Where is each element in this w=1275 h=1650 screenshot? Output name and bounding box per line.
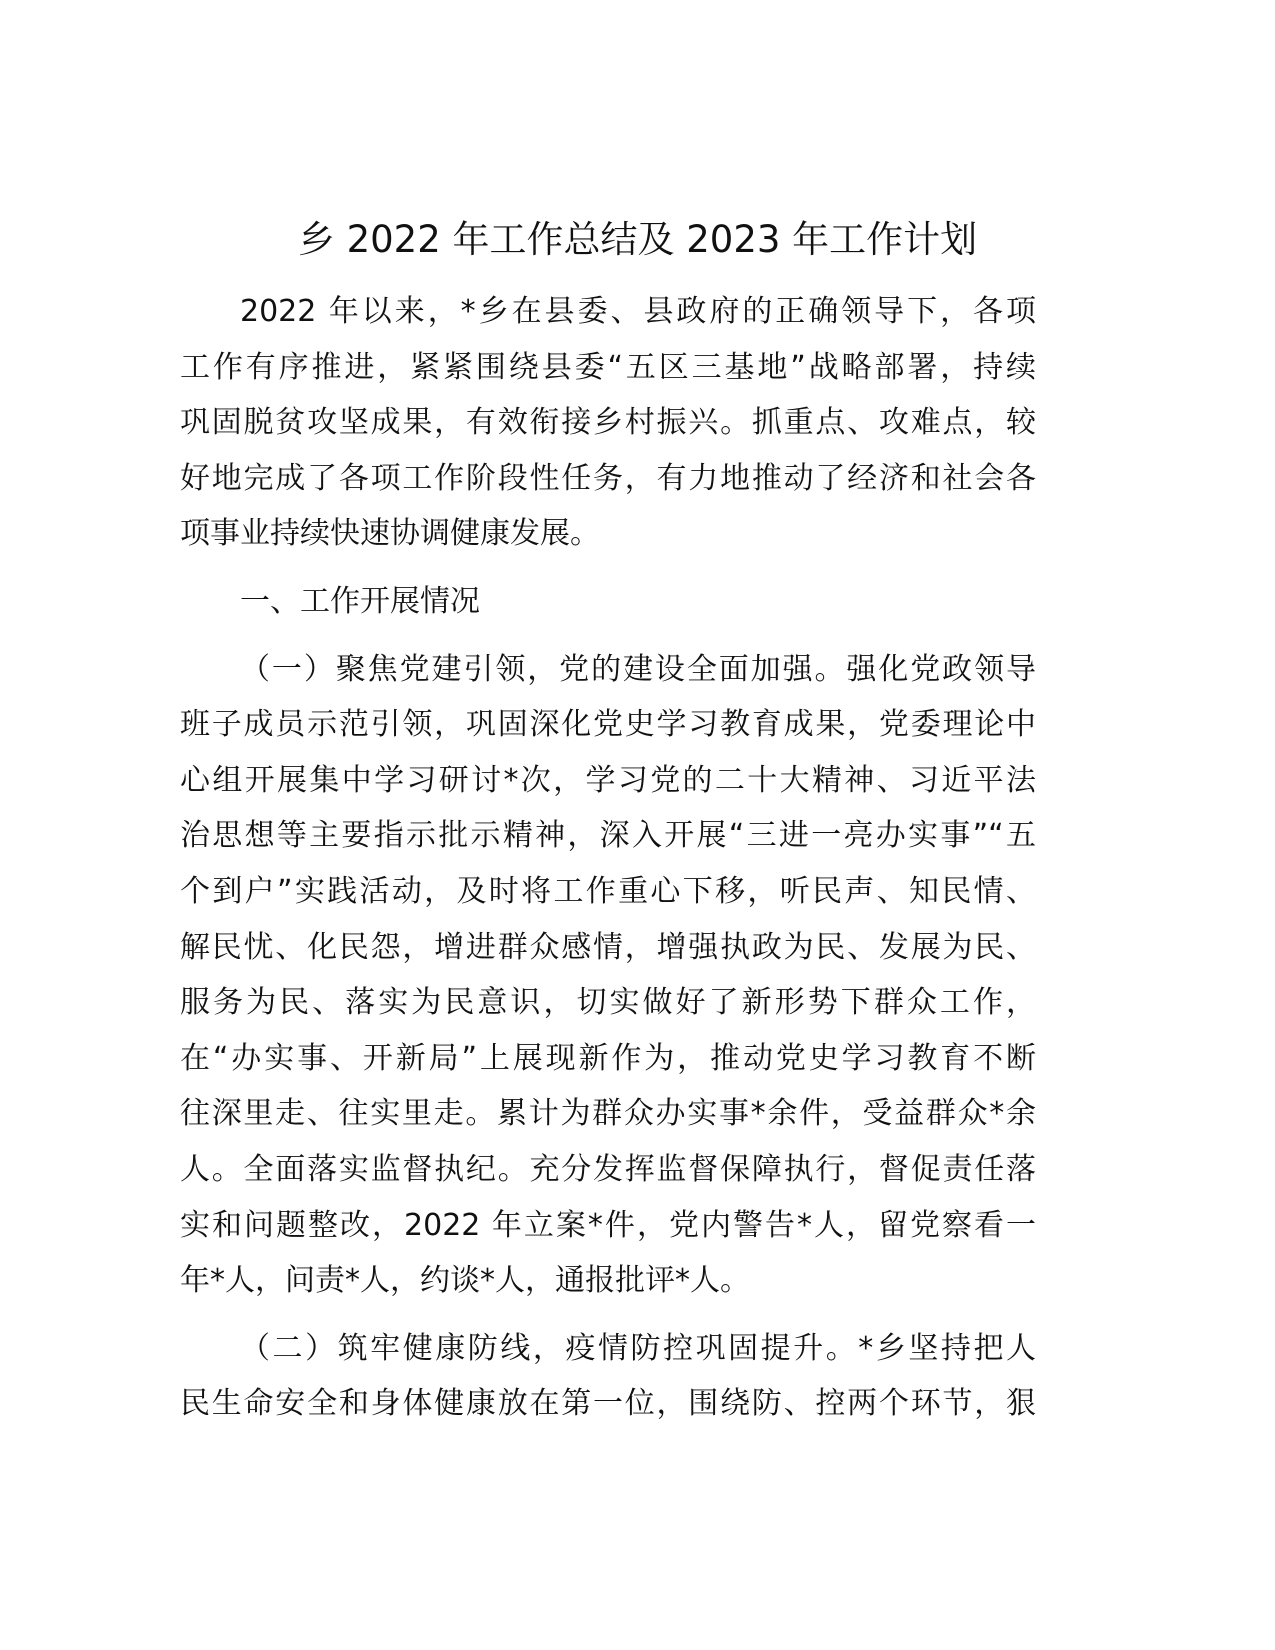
- text-line: 治思想等主要指示批示精神，深入开展“三进一亮办实事”“五: [180, 818, 1036, 854]
- paragraph-spacer: [180, 1309, 1036, 1321]
- text-line: 人。全面落实监督执纪。充分发挥监督保障执行，督促责任落: [180, 1151, 1036, 1187]
- section-heading-1: [180, 574, 1036, 630]
- subsection-1-paragraph: [180, 642, 1036, 1309]
- subsection-2-paragraph: [180, 1321, 1036, 1432]
- text-line: 班子成员示范引领，巩固深化党史学习教育成果，党委理论中: [180, 707, 1036, 743]
- text-line: 年*人，问责*人，约谈*人，通报批评*人。: [180, 1263, 750, 1299]
- paragraph-spacer: [180, 562, 1036, 574]
- text-line: 在“办实事、开新局”上展现新作为，推动党史学习教育不断: [180, 1040, 1036, 1076]
- text-line: 民生命安全和身体健康放在第一位，围绕防、控两个环节，狠: [180, 1386, 1036, 1422]
- text-line: 实和问题整改，2022 年立案*件，党内警告*人，留党察看一: [180, 1207, 1036, 1243]
- document-body: [180, 284, 1036, 1432]
- text-line: 工作有序推进，紧紧围绕县委“五区三基地”战略部署，持续: [180, 349, 1036, 385]
- paragraph-spacer: [180, 630, 1036, 642]
- text-line: 好地完成了各项工作阶段性任务，有力地推动了经济和社会各: [180, 460, 1036, 496]
- section-heading-text: 一、工作开展情况: [240, 583, 480, 619]
- text-line: 往深里走、往实里走。累计为群众办实事*余件，受益群众*余: [180, 1096, 1036, 1132]
- text-line: 项事业持续快速协调健康发展。: [180, 516, 600, 552]
- text-line: 巩固脱贫攻坚成果，有效衔接乡村振兴。抓重点、攻难点，较: [180, 405, 1036, 441]
- text-line: 心组开展集中学习研讨*次，学习党的二十大精神、习近平法: [180, 762, 1036, 798]
- text-line: （二）筑牢健康防线，疫情防控巩固提升。*乡坚持把人: [240, 1330, 1036, 1366]
- text-line: 2022 年以来，*乡在县委、县政府的正确领导下，各项: [240, 294, 1036, 329]
- intro-paragraph: [180, 284, 1036, 562]
- text-line: 解民忧、化民怨，增进群众感情，增强执政为民、发展为民、: [180, 929, 1036, 965]
- text-line: （一）聚焦党建引领，党的建设全面加强。强化党政领导: [240, 651, 1036, 687]
- document-title: 乡 2022 年工作总结及 2023 年工作计划: [297, 218, 978, 261]
- text-line: 个到户”实践活动，及时将工作重心下移，听民声、知民情、: [180, 873, 1036, 909]
- text-line: 服务为民、落实为民意识，切实做好了新形势下群众工作，: [180, 985, 1036, 1021]
